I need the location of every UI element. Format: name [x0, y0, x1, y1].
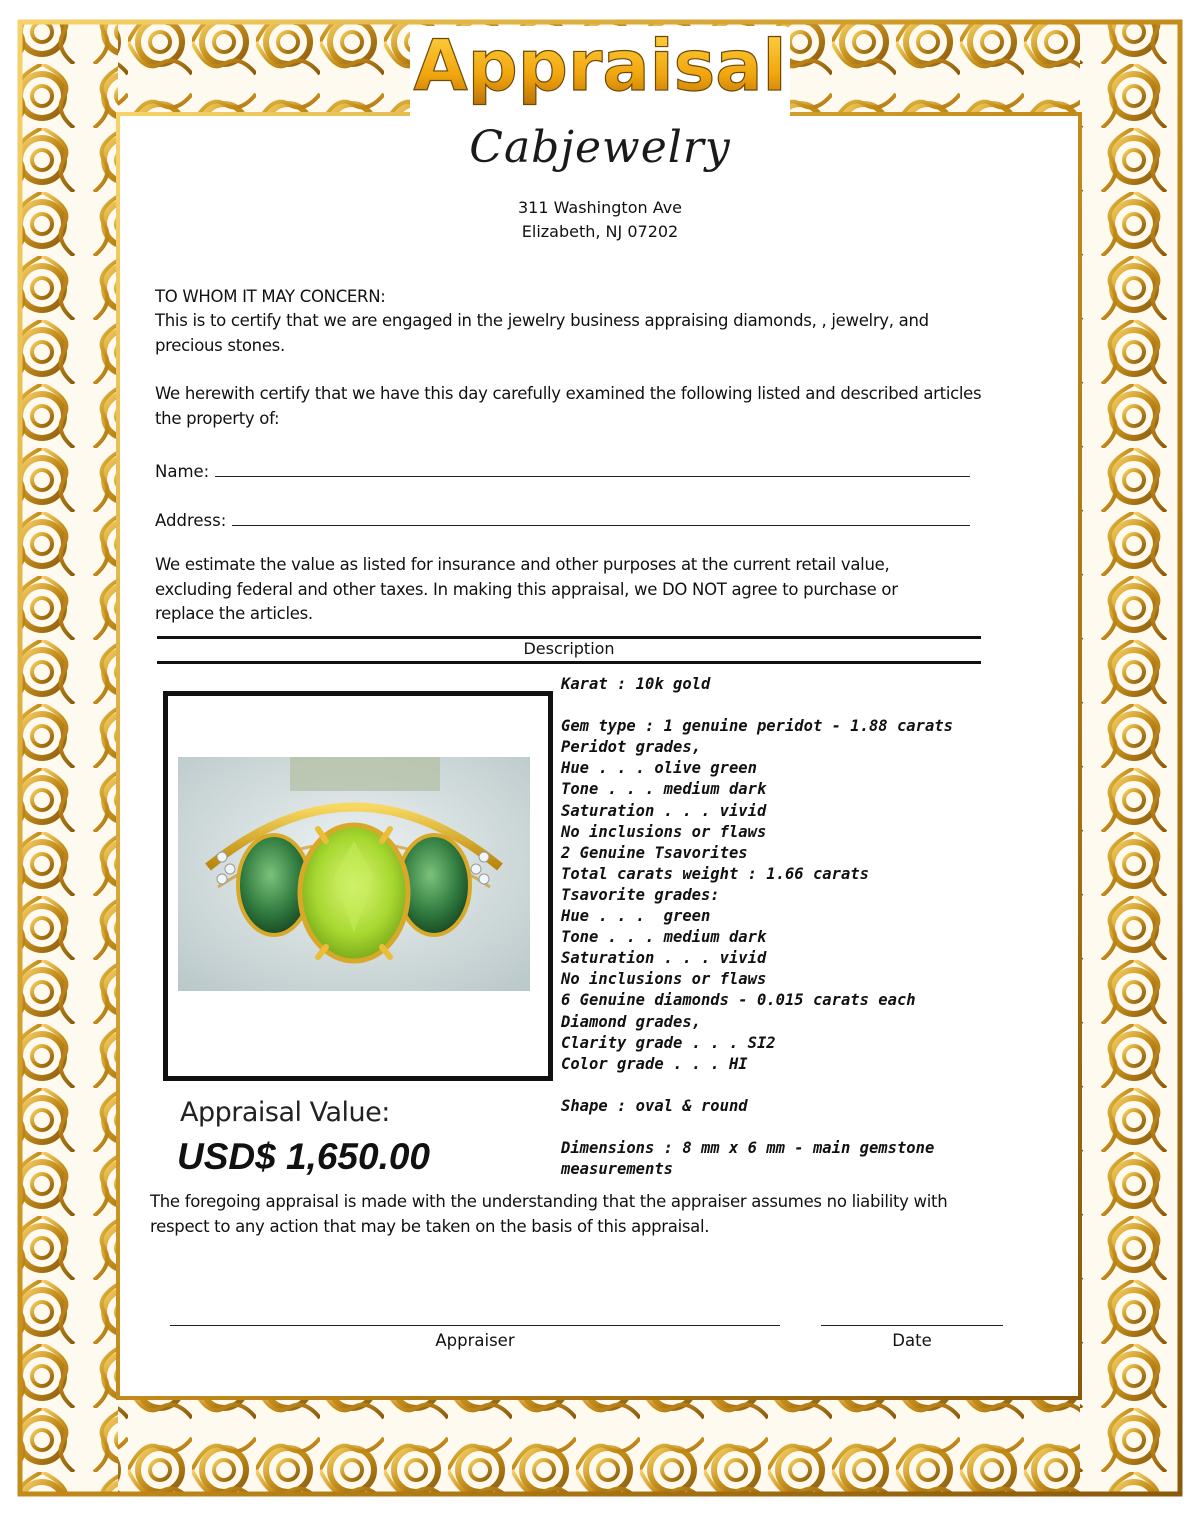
address-label: Address:: [155, 511, 227, 530]
gem-specifications: [561, 674, 1031, 1180]
spec-line: Tone . . . medium dark: [561, 928, 767, 947]
date-signature-line[interactable]: [821, 1325, 1003, 1326]
spec-line: Hue . . . green: [561, 907, 711, 926]
valuation-terms-paragraph: We estimate the value as listed for insurance and other purposes at the current retail value, excluding federal and other taxes. In making this appraisal, we DO NOT agree to purchase or replace the articles.: [155, 555, 898, 623]
spec-line: 6 Genuine diamonds - 0.015 carats each: [561, 991, 916, 1010]
certification-paragraph: This is to certify that we are engaged in the jewelry business appraising diamonds, , jewelry, and precious stones.: [155, 311, 929, 355]
spec-line: [561, 1117, 1031, 1138]
spec-line: Saturation . . . vivid: [561, 801, 767, 820]
name-field[interactable]: [155, 455, 970, 481]
spec-line: Peridot grades,: [561, 738, 701, 757]
spec-line: No inclusions or flaws: [561, 970, 767, 989]
spec-line: [561, 1075, 1031, 1096]
spec-line: 2 Genuine Tsavorites: [561, 843, 748, 862]
liability-disclaimer: The foregoing appraisal is made with the understanding that the appraiser assumes no liability with respect to any action that may be taken on the basis of this appraisal.: [150, 1192, 948, 1236]
shop-address-line1: 311 Washington Ave: [517, 198, 683, 217]
appraisal-value-amount: USD$ 1,650.00: [177, 1136, 431, 1177]
shop-name: Cabjewelry: [469, 122, 731, 173]
appraisal-title: [400, 18, 800, 118]
spec-line: Tone . . . medium dark: [561, 780, 767, 799]
spec-line: Karat : 10k gold: [561, 675, 711, 693]
spec-line: Saturation . . . vivid: [561, 949, 767, 968]
spec-line: Gem type : 1 genuine peridot - 1.88 carats: [561, 717, 953, 736]
name-label: Name:: [155, 462, 210, 481]
address-blank-line[interactable]: [232, 525, 970, 526]
spec-line: Tsavorite grades:: [561, 885, 720, 904]
ring-photo-frame: [163, 691, 553, 1081]
appraiser-signature-line[interactable]: [170, 1325, 780, 1326]
name-blank-line[interactable]: [215, 476, 970, 477]
spec-line: Dimensions : 8 mm x 6 mm - main gemstone: [561, 1139, 935, 1158]
appraiser-label: Appraiser: [435, 1331, 515, 1350]
examination-paragraph: We herewith certify that we have this day carefully examined the following listed and described articles the property of:: [155, 384, 982, 428]
salutation: TO WHOM IT MAY CONCERN:: [155, 287, 386, 306]
description-rule-bottom: [157, 661, 981, 664]
spec-line: [561, 695, 1031, 716]
spec-line: Diamond grades,: [561, 1012, 701, 1031]
spec-line: Shape : oval & round: [561, 1096, 748, 1115]
description-heading: Description: [523, 639, 615, 658]
spec-line: measurements: [561, 1160, 673, 1179]
address-field[interactable]: [155, 504, 970, 530]
ring-photo: [178, 757, 530, 991]
spec-line: Clarity grade . . . SI2: [561, 1033, 776, 1052]
spec-line: No inclusions or flaws: [561, 822, 767, 841]
appraisal-title-text: Appraisal: [413, 25, 787, 107]
spec-line: Color grade . . . HI: [561, 1054, 748, 1073]
date-label: Date: [892, 1331, 932, 1350]
shop-address-line2: Elizabeth, NJ 07202: [521, 222, 679, 241]
spec-line: Hue . . . olive green: [561, 759, 757, 778]
appraisal-value-label: Appraisal Value:: [180, 1097, 390, 1128]
spec-line: Total carats weight : 1.66 carats: [561, 864, 869, 883]
